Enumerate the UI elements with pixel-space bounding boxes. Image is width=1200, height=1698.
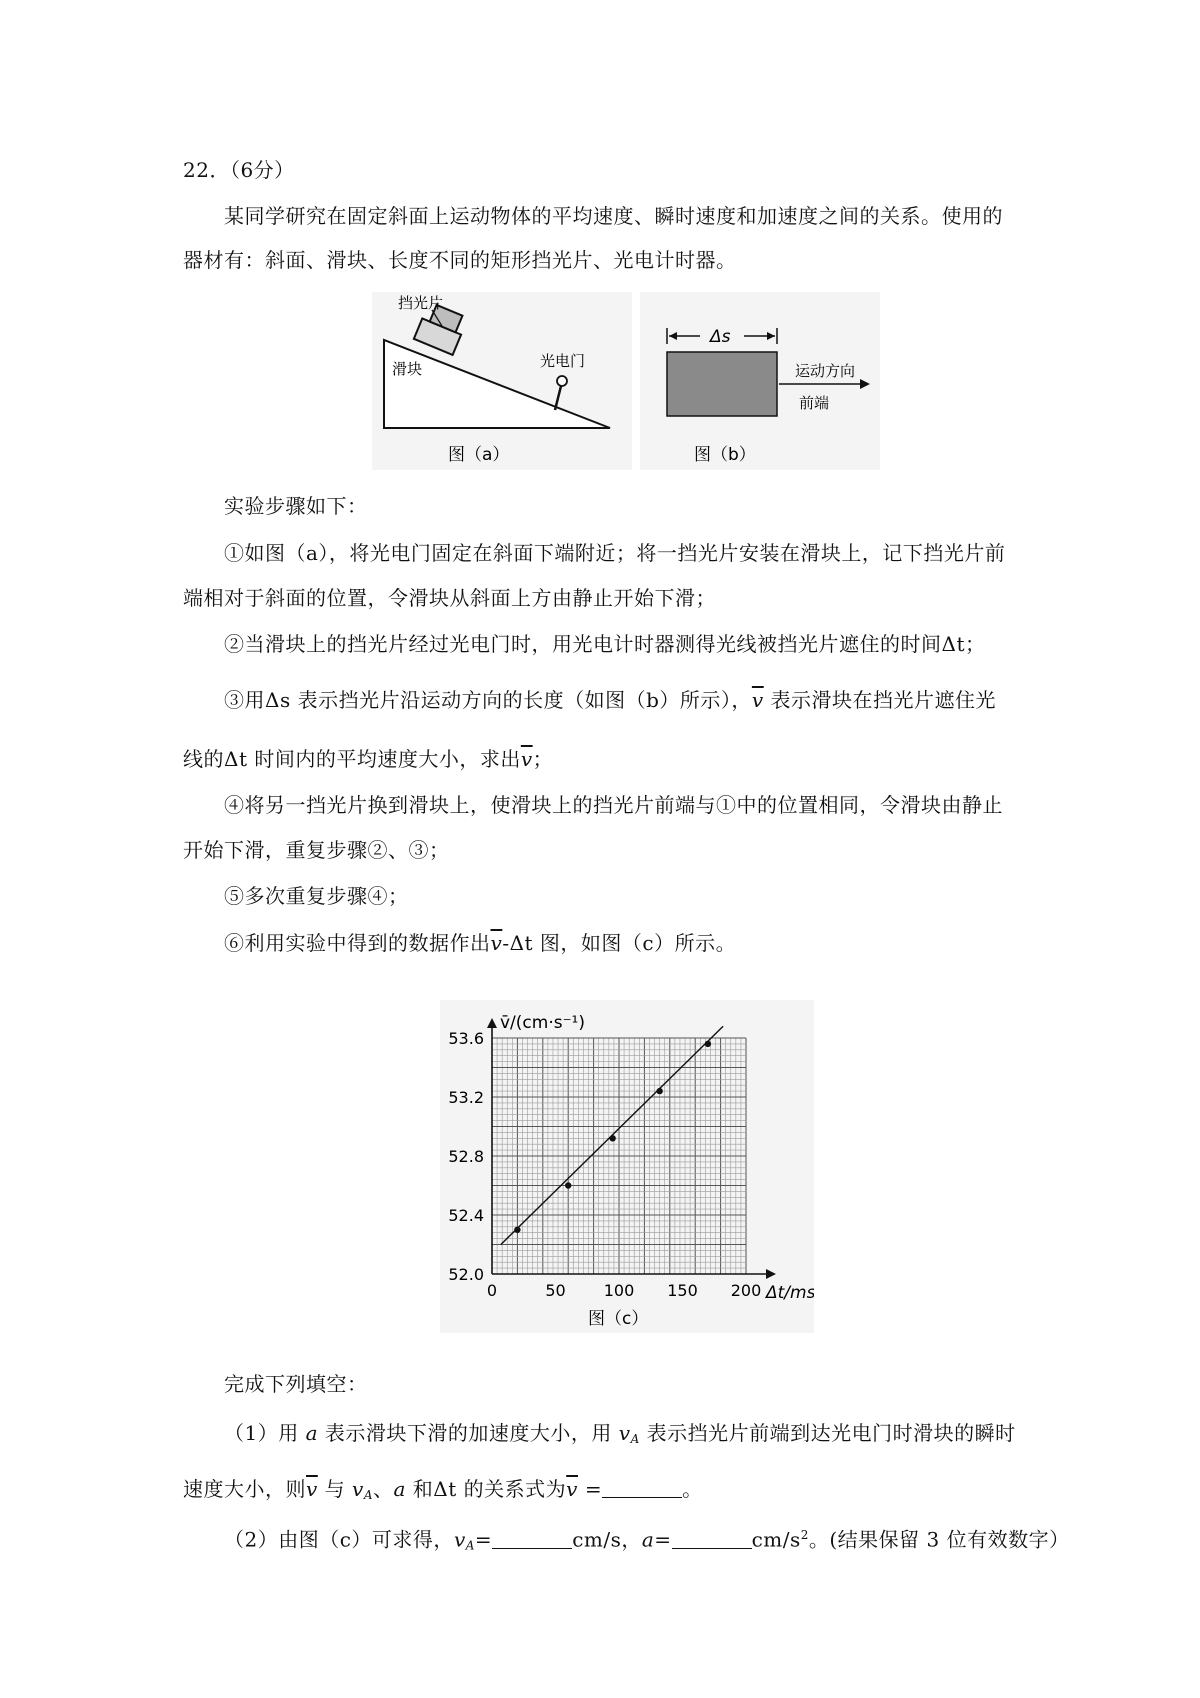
data-point bbox=[656, 1088, 662, 1094]
photogate-post bbox=[555, 386, 561, 410]
photogate-head bbox=[557, 376, 567, 386]
figure-c bbox=[440, 1000, 814, 1333]
question-1a: （1）用 a 表示滑块下滑的加速度大小，用 $v_A$ 表示挡光片前端到达光电门时滑块的瞬时 bbox=[224, 1421, 1016, 1446]
label-length: Δs bbox=[710, 327, 731, 347]
chart-grid bbox=[492, 1038, 746, 1274]
data-point bbox=[705, 1041, 711, 1047]
figure-a bbox=[372, 292, 632, 470]
y-tick-label: 53.6 bbox=[448, 1029, 484, 1048]
y-axis-arrow bbox=[487, 1018, 497, 1028]
x-tick-label: 50 bbox=[545, 1281, 566, 1300]
shield-rect bbox=[667, 352, 777, 416]
y-tick-label: 53.2 bbox=[448, 1088, 484, 1107]
step-3a: ③用Δs 表示挡光片沿运动方向的长度（如图（b）所示），$\overline{v}$ 表示滑块在挡光片遮住光 bbox=[224, 688, 997, 712]
intro-line-2: 器材有：斜面、滑块、长度不同的矩形挡光片、光电计时器。 bbox=[183, 248, 737, 272]
answer-blank-3[interactable] bbox=[672, 1530, 752, 1549]
v-bar: $\overline{v}$ bbox=[490, 931, 503, 955]
intro-line-1: 某同学研究在固定斜面上运动物体的平均速度、瞬时速度和加速度之间的关系。使用的 bbox=[224, 204, 1003, 228]
v-bar: $\overline{v}$ bbox=[520, 747, 533, 771]
y-tick-label: 52.4 bbox=[448, 1206, 484, 1225]
steps-heading: 实验步骤如下： bbox=[224, 494, 368, 518]
step-5: ⑤多次重复步骤④； bbox=[224, 884, 409, 908]
data-point bbox=[514, 1227, 520, 1233]
data-point bbox=[609, 1135, 615, 1141]
x-tick-label: 150 bbox=[667, 1281, 698, 1300]
question-number: 22．（6分） bbox=[183, 158, 295, 182]
caption-a: 图（a） bbox=[448, 445, 510, 465]
x-axis-arrow bbox=[766, 1269, 776, 1279]
figure-b-drawing bbox=[640, 292, 880, 470]
step-4b: 开始下滑，重复步骤②、③； bbox=[183, 838, 450, 862]
y-axis-label: v̄/(cm·s⁻¹) bbox=[500, 1013, 586, 1033]
y-tick-label: 52.8 bbox=[448, 1147, 484, 1166]
caption-b: 图（b） bbox=[694, 445, 756, 465]
x-axis-label: Δt/ms bbox=[766, 1283, 814, 1303]
label-block: 滑块 bbox=[392, 360, 423, 378]
question-2: （2）由图（c）可求得，$v_A= cm/s$，$a= cm/s^2$。(结果保留 3 位有效数字） bbox=[224, 1527, 1070, 1553]
figure-a-drawing bbox=[372, 292, 632, 470]
chart-svg bbox=[440, 1000, 814, 1333]
answer-blank-2[interactable] bbox=[492, 1530, 572, 1549]
y-tick-label: 52.0 bbox=[448, 1265, 484, 1284]
x-tick-label: 0 bbox=[486, 1281, 498, 1300]
data-point bbox=[565, 1182, 571, 1188]
question-1b: 速度大小，则$\overline{v}$ 与 $v_A$、a 和Δt 的关系式为$\overline{v}$ = 。 bbox=[183, 1477, 703, 1502]
step-1a: ①如图（a），将光电门固定在斜面下端附近；将一挡光片安装在滑块上，记下挡光片前 bbox=[224, 541, 1006, 565]
label-front: 前端 bbox=[799, 394, 830, 412]
label-gate: 光电门 bbox=[540, 352, 586, 370]
step-6: ⑥利用实验中得到的数据作出$\overline{v}-\Delta t$ 图，如图（c）所示。 bbox=[224, 931, 737, 955]
x-tick-label: 200 bbox=[730, 1281, 762, 1300]
questions-heading: 完成下列填空： bbox=[224, 1372, 368, 1396]
step-2: ②当滑块上的挡光片经过光电门时，用光电计时器测得光线被挡光片遮住的时间Δt； bbox=[224, 632, 986, 656]
step-1b: 端相对于斜面的位置，令滑块从斜面上方由静止开始下滑； bbox=[183, 586, 716, 610]
label-direction: 运动方向 bbox=[795, 362, 856, 380]
step-4a: ④将另一挡光片换到滑块上，使滑块上的挡光片前端与①中的位置相同，令滑块由静止 bbox=[224, 793, 1003, 817]
figure-b bbox=[640, 292, 880, 470]
step-3b: 线的Δt 时间内的平均速度大小，求出$\overline{v}$； bbox=[183, 747, 554, 771]
v-bar: $\overline{v}$ bbox=[751, 688, 764, 712]
caption-c: 图（c） bbox=[588, 1309, 649, 1329]
label-shield: 挡光片 bbox=[398, 294, 444, 312]
x-tick-label: 100 bbox=[603, 1281, 635, 1300]
answer-blank-1[interactable] bbox=[602, 1479, 682, 1498]
